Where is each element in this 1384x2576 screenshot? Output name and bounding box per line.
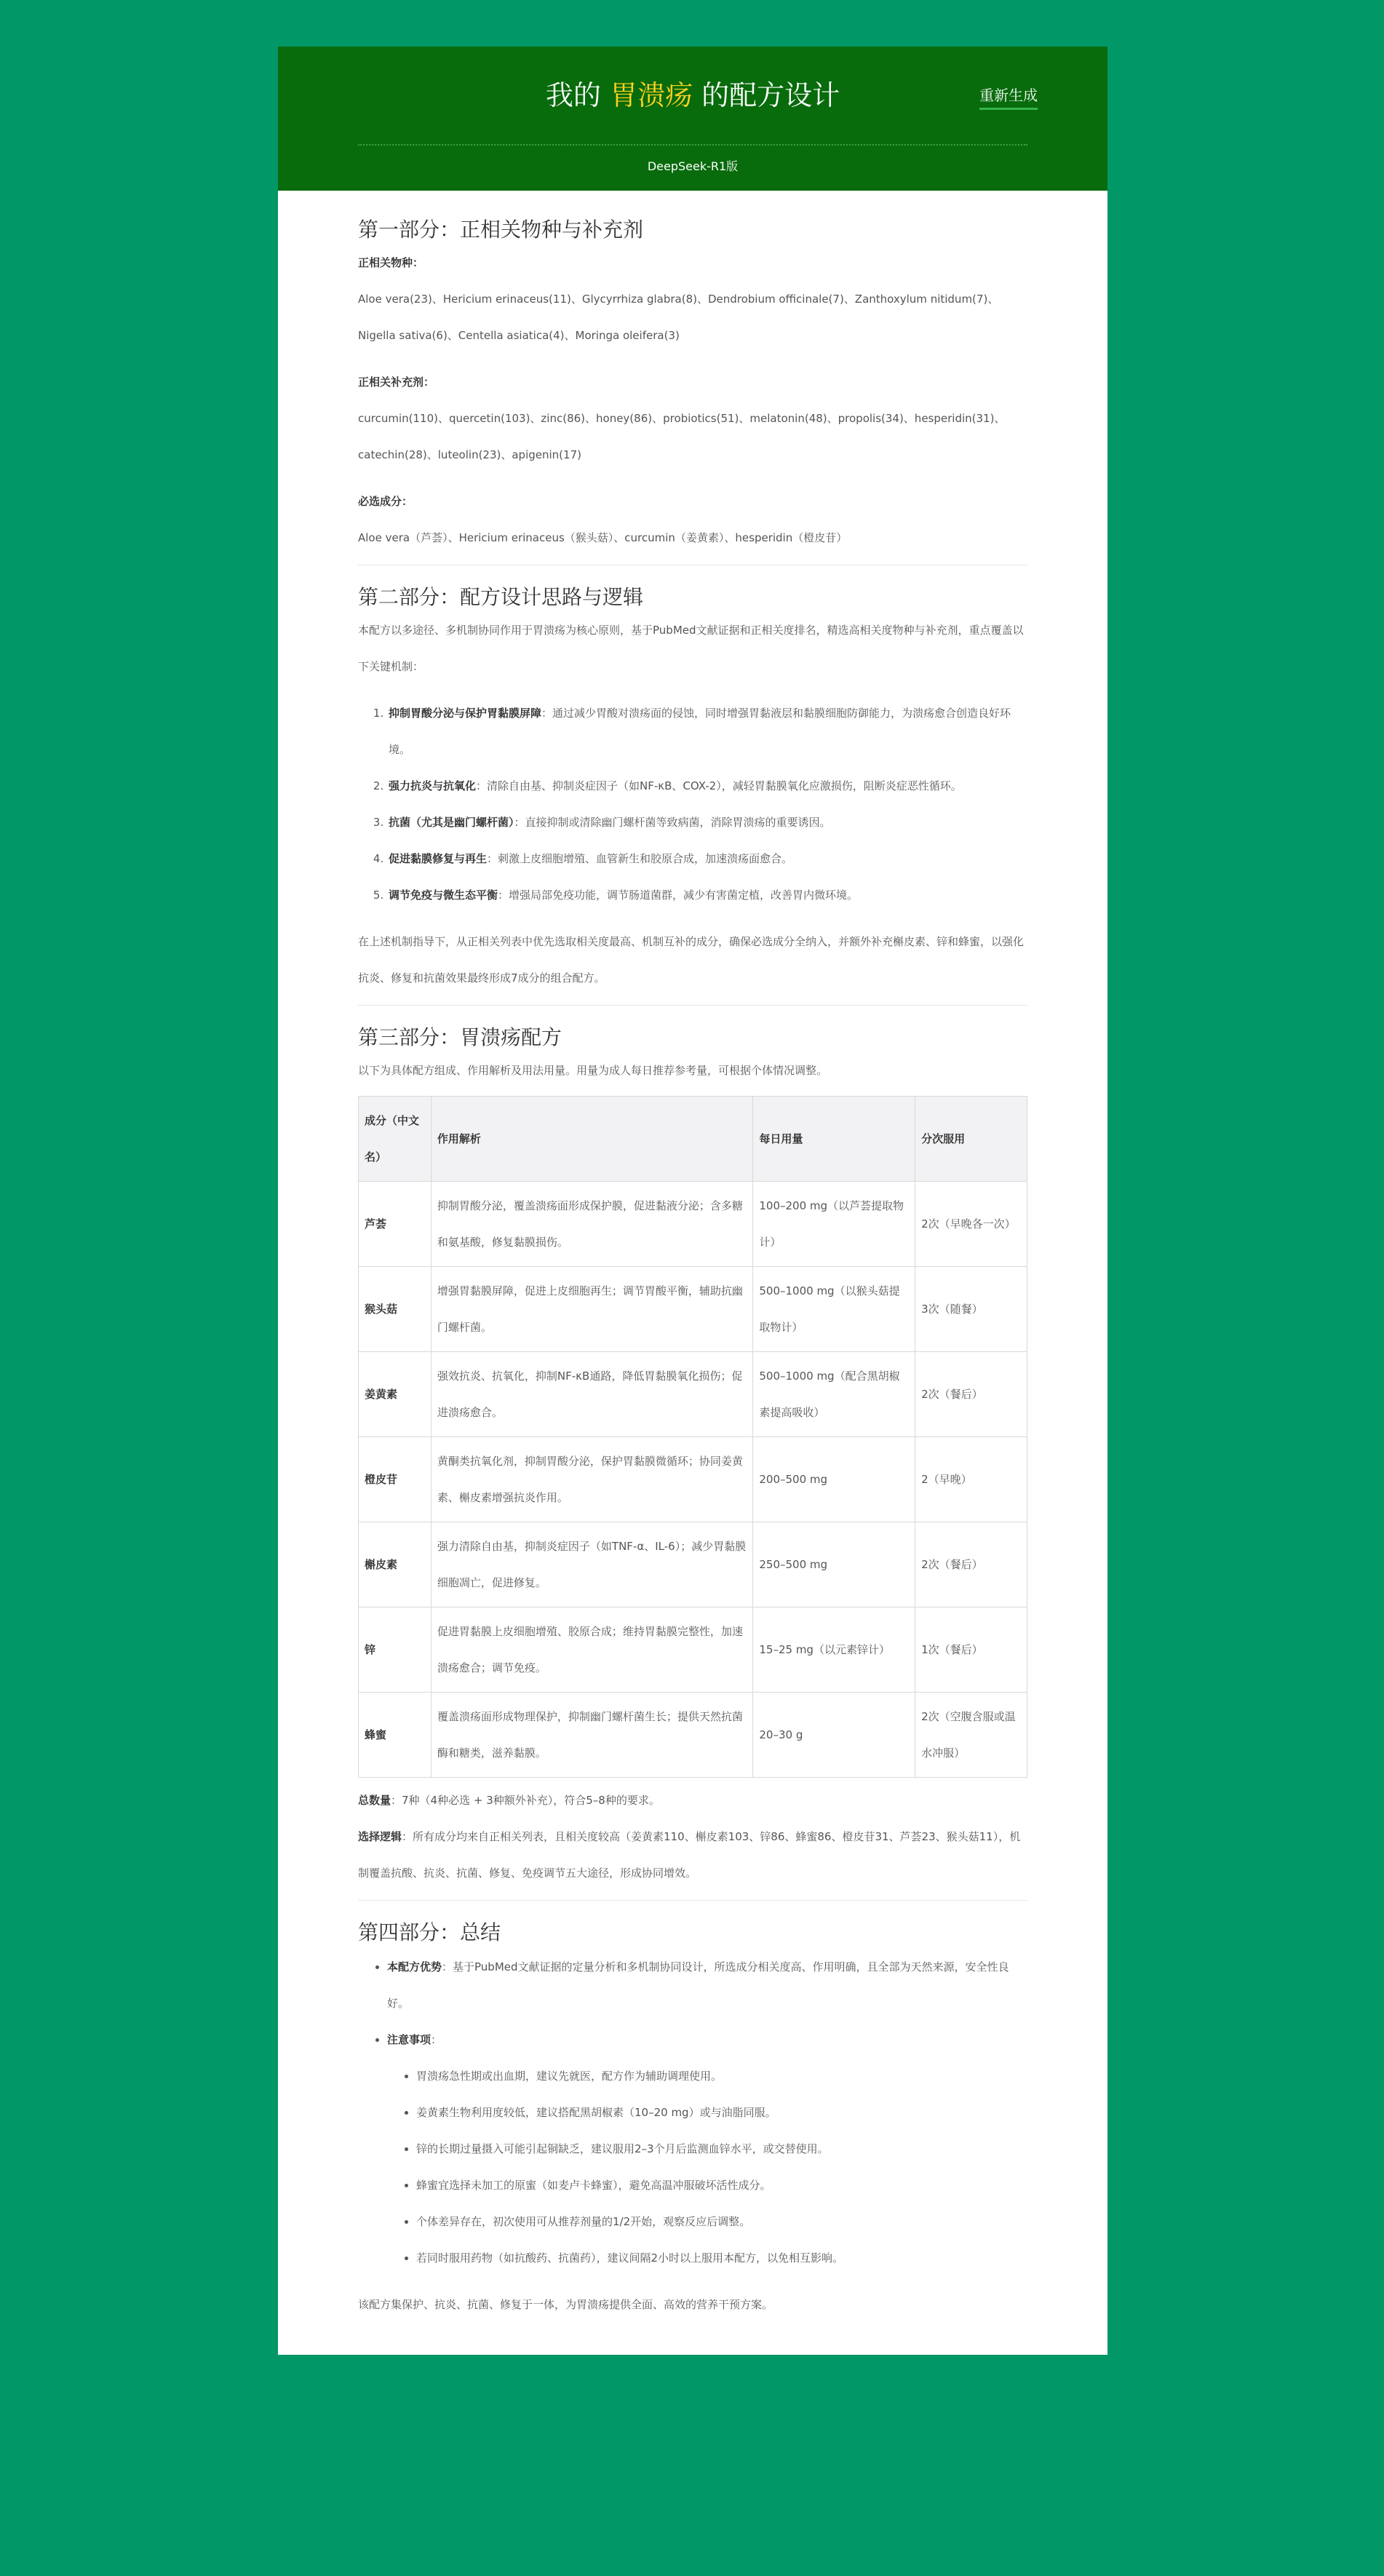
ingredient-schedule: 2次（餐后） (915, 1352, 1027, 1437)
ingredient-action: 黄酮类抗氧化剂，抑制胃酸分泌，保护胃黏膜微循环；协同姜黄素、槲皮素增强抗炎作用。 (431, 1437, 752, 1522)
ingredient-action: 强效抗炎、抗氧化，抑制NF-κB通路，降低胃黏膜氧化损伤；促进溃疡愈合。 (431, 1352, 752, 1437)
title-prefix: 我的 (545, 79, 610, 111)
ingredient-schedule: 2次（早晚各一次） (915, 1182, 1027, 1267)
column-header: 分次服用 (915, 1097, 1027, 1182)
note-item: • 蜂蜜宜选择未加工的原蜜（如麦卢卡蜂蜜），避免高温冲服破坏活性成分。 (416, 2167, 1027, 2203)
ingredient-dose: 250–500 mg (753, 1522, 915, 1607)
part4-heading: 第四部分：总结 (358, 1920, 501, 1944)
ingredient-schedule: 3次（随餐） (915, 1267, 1027, 1352)
column-header: 作用解析 (431, 1097, 752, 1182)
ingredient-dose: 500–1000 mg（配合黑胡椒素提高吸收） (753, 1352, 915, 1437)
ingredient-name: 槲皮素 (359, 1522, 431, 1607)
list-item: 2. 强力抗炎与抗氧化：清除自由基、抑制炎症因子（如NF-κB、COX-2），减轻胃黏膜氧化应激损伤，阻断炎症恶性循环。 (387, 768, 1027, 804)
ingredient-dose: 200–500 mg (753, 1437, 915, 1522)
table-row (359, 1693, 1027, 1778)
supplements-label: 正相关补充剂： (358, 375, 435, 389)
required-label: 必选成分： (358, 495, 413, 508)
note-item: • 若同时服用药物（如抗酸药、抗菌药），建议间隔2小时以上服用本配方，以免相互影响。 (416, 2240, 1027, 2276)
part3-heading: 第三部分：胃溃疡配方 (358, 1025, 562, 1049)
ingredient-name: 橙皮苷 (359, 1437, 431, 1522)
ingredient-dose: 100–200 mg（以芦荟提取物计） (753, 1182, 915, 1267)
ingredient-dose: 500–1000 mg（以猴头菇提取物计） (753, 1267, 915, 1352)
title-condition: 胃溃疡 (609, 79, 693, 111)
part2-heading: 第二部分：配方设计思路与逻辑 (358, 585, 644, 609)
section-divider (358, 1900, 1027, 1901)
list-item: • 本配方优势：基于PubMed文献证据的定量分析和多机制协同设计，所选成分相关度高、作用明确，且全部为天然来源，安全性良好。 (387, 1949, 1027, 2022)
regenerate-button[interactable]: 重新生成 (979, 84, 1038, 110)
ingredient-name: 芦荟 (359, 1182, 431, 1267)
ingredient-dose: 15–25 mg（以元素锌计） (753, 1607, 915, 1693)
table-row (359, 1267, 1027, 1352)
supplements-list: curcumin(110)、quercetin(103)、zinc(86)、honey(86)、probiotics(51)、melatonin(48)、propolis(34)、hesperidin(31)、catechin(28)、luteolin(23)、apigenin(17) (358, 412, 1006, 461)
list-item: 1. 抑制胃酸分泌与保护胃黏膜屏障：通过减少胃酸对溃疡面的侵蚀，同时增强胃黏液层和黏膜细胞防御能力，为溃疡愈合创造良好环境。 (387, 695, 1027, 768)
closing-statement: 该配方集保护、抗炎、抗菌、修复于一体，为胃溃疡提供全面、高效的营养干预方案。 (358, 2298, 773, 2311)
ingredient-dose: 20–30 g (753, 1693, 915, 1778)
title-suffix: 的配方设计 (693, 79, 840, 111)
recipe-table (358, 1096, 1027, 1778)
note-item: • 姜黄素生物利用度较低，建议搭配黑胡椒素（10–20 mg）或与油脂同服。 (416, 2094, 1027, 2131)
ingredient-name: 锌 (359, 1607, 431, 1693)
column-header: 每日用量 (753, 1097, 915, 1182)
ingredient-action: 抑制胃酸分泌，覆盖溃疡面形成保护膜，促进黏液分泌；含多糖和氨基酸，修复黏膜损伤。 (431, 1182, 752, 1267)
recipe-card (278, 47, 1107, 2355)
ingredient-schedule: 1次（餐后） (915, 1607, 1027, 1693)
part2-intro: 本配方以多途径、多机制协同作用于胃溃疡为核心原则，基于PubMed文献证据和正相关度排名，精选高相关度物种与补充剂，重点覆盖以下关键机制： (358, 624, 1024, 673)
part1-heading: 第一部分：正相关物种与补充剂 (358, 218, 644, 242)
species-label: 正相关物种： (358, 256, 424, 269)
ingredient-action: 强力清除自由基，抑制炎症因子（如TNF-α、IL-6）；减少胃黏膜细胞凋亡，促进修复。 (431, 1522, 752, 1607)
table-row (359, 1607, 1027, 1693)
summary-list (358, 1949, 1027, 2276)
ingredient-name: 姜黄素 (359, 1352, 431, 1437)
header-divider (358, 144, 1027, 146)
column-header: 成分（中文名） (359, 1097, 431, 1182)
list-item: • 注意事项： • 胃溃疡急性期或出血期，建议先就医，配方作为辅助调理使用。 • 姜黄素生物利用度较低，建议搭配黑胡椒素（10–20 mg）或与油脂同服。 • 锌的长期过量摄入可能引起铜缺乏，建议服用2–3个月后监测血锌水平，或交替使用。 • 蜂蜜宜选择未加工的原蜜（如麦卢卡蜂蜜），避免高温冲服破坏活性成分。 • 个体差异存在，初次使用可从推荐剂量的1/2开始，观察反应后调整。 • 若同时服用药物（如抗酸药、抗菌药），建议间隔2小时以上服用本配方，以免相互影响。 (387, 2022, 1027, 2276)
ingredient-action: 覆盖溃疡面形成物理保护，抑制幽门螺杆菌生长；提供天然抗菌酶和糖类，滋养黏膜。 (431, 1693, 752, 1778)
part3-intro: 以下为具体配方组成、作用解析及用法用量。用量为成人每日推荐参考量，可根据个体情况调整。 (358, 1064, 828, 1077)
table-row (359, 1182, 1027, 1267)
table-row (359, 1352, 1027, 1437)
notes-list (387, 2058, 1027, 2276)
list-item: 3. 抗菌（尤其是幽门螺杆菌）：直接抑制或清除幽门螺杆菌等致病菌，消除胃溃疡的重要诱因。 (387, 804, 1027, 840)
section-divider (358, 1005, 1027, 1006)
total-count: 总数量：7种（4种必选 + 3种额外补充），符合5–8种的要求。 (358, 1794, 660, 1807)
ingredient-schedule: 2（早晚） (915, 1437, 1027, 1522)
ingredient-name: 蜂蜜 (359, 1693, 431, 1778)
note-item: • 胃溃疡急性期或出血期，建议先就医，配方作为辅助调理使用。 (416, 2058, 1027, 2094)
model-version-label: DeepSeek-R1版 (647, 159, 739, 173)
table-header-row (359, 1097, 1027, 1182)
ingredient-action: 促进胃黏膜上皮细胞增殖、胶原合成；维持胃黏膜完整性，加速溃疡愈合；调节免疫。 (431, 1607, 752, 1693)
ingredient-action: 增强胃黏膜屏障，促进上皮细胞再生；调节胃酸平衡，辅助抗幽门螺杆菌。 (431, 1267, 752, 1352)
part2-outro: 在上述机制指导下，从正相关列表中优先选取相关度最高、机制互补的成分，确保必选成分全纳入，并额外补充槲皮素、锌和蜂蜜，以强化抗炎、修复和抗菌效果最终形成7成分的组合配方。 (358, 935, 1025, 985)
table-row (359, 1522, 1027, 1607)
note-item: • 个体差异存在，初次使用可从推荐剂量的1/2开始，观察反应后调整。 (416, 2203, 1027, 2240)
note-item: • 锌的长期过量摄入可能引起铜缺乏，建议服用2–3个月后监测血锌水平，或交替使用。 (416, 2131, 1027, 2167)
table-row (359, 1437, 1027, 1522)
selection-logic: 选择逻辑：所有成分均来自正相关列表，且相关度较高（姜黄素110、槲皮素103、锌86、蜂蜜86、橙皮苷31、芦荟23、猴头菇11），机制覆盖抗酸、抗炎、抗菌、修复、免疫调节五大途径，形成协同增效。 (358, 1830, 1021, 1880)
recipe-content (358, 208, 1027, 2323)
required-list: Aloe vera（芦荟）、Hericium erinaceus（猴头菇）、curcumin（姜黄素）、hesperidin（橙皮苷） (358, 531, 848, 544)
ingredient-name: 猴头菇 (359, 1267, 431, 1352)
species-list: Aloe vera(23)、Hericium erinaceus(11)、Glycyrrhiza glabra(8)、Dendrobium officinale(7)、Zanthoxylum nitidum(7)、Nigella sativa(6)、Centella asiatica(4)、Moringa oleifera(3) (358, 293, 999, 342)
mechanism-list (358, 695, 1027, 913)
ingredient-schedule: 2次（空腹含服或温水冲服） (915, 1693, 1027, 1778)
ingredient-schedule: 2次（餐后） (915, 1522, 1027, 1607)
list-item: 5. 调节免疫与微生态平衡：增强局部免疫功能，调节肠道菌群，减少有害菌定植，改善胃内微环境。 (387, 877, 1027, 913)
list-item: 4. 促进黏膜修复与再生：刺激上皮细胞增殖、血管新生和胶原合成，加速溃疡面愈合。 (387, 840, 1027, 877)
header-banner (278, 47, 1107, 191)
